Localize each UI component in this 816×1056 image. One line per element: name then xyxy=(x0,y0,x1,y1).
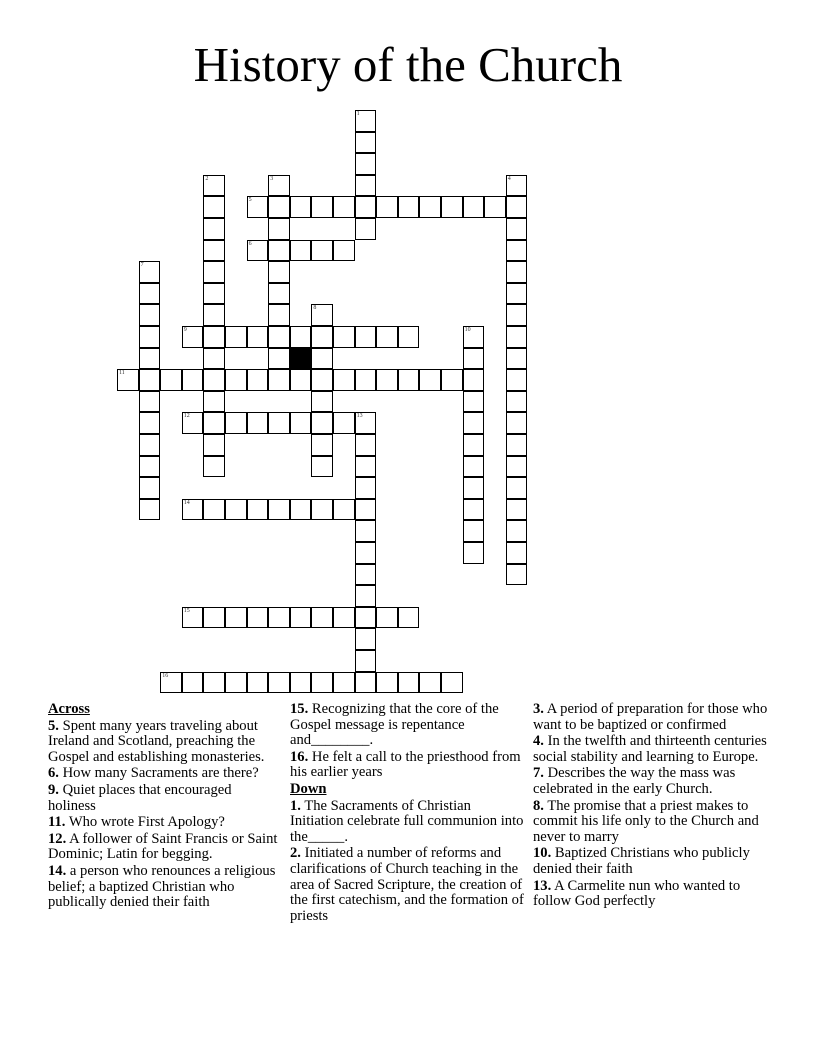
grid-cell[interactable] xyxy=(247,196,269,218)
grid-cell[interactable] xyxy=(355,672,377,694)
grid-cell[interactable] xyxy=(463,477,485,499)
grid-cell[interactable] xyxy=(355,196,377,218)
grid-cell[interactable] xyxy=(398,326,420,348)
grid-cell[interactable] xyxy=(139,391,161,413)
grid-cell[interactable] xyxy=(333,607,355,629)
grid-cell[interactable] xyxy=(333,240,355,262)
grid-cell[interactable] xyxy=(160,369,182,391)
grid-cell[interactable] xyxy=(203,196,225,218)
grid-cell[interactable] xyxy=(139,261,161,283)
grid-cell[interactable] xyxy=(398,672,420,694)
grid-cell[interactable] xyxy=(506,304,528,326)
grid-cell[interactable] xyxy=(506,261,528,283)
grid-cell[interactable] xyxy=(203,672,225,694)
grid-cell[interactable] xyxy=(333,672,355,694)
grid-cell[interactable] xyxy=(268,672,290,694)
grid-cell[interactable] xyxy=(355,564,377,586)
grid-cell[interactable] xyxy=(506,456,528,478)
grid-cell[interactable] xyxy=(398,607,420,629)
grid-cell[interactable] xyxy=(333,499,355,521)
clue-down-2: 2. Initiated a number of reforms and clarifications of Church teaching in the area of Sacred Scripture, the creation of the first catechism, and the formation of priests xyxy=(290,845,524,924)
grid-cell[interactable] xyxy=(419,196,441,218)
grid-cell[interactable] xyxy=(311,456,333,478)
grid-cell[interactable] xyxy=(290,240,312,262)
grid-cell[interactable] xyxy=(290,607,312,629)
clue-across-16: 16. He felt a call to the priesthood from his earlier years xyxy=(290,748,521,781)
grid-cell[interactable] xyxy=(355,607,377,629)
grid-cell[interactable] xyxy=(355,499,377,521)
grid-cell[interactable] xyxy=(506,218,528,240)
grid-cell[interactable] xyxy=(268,607,290,629)
grid-cell[interactable] xyxy=(506,326,528,348)
clue-down-4: 4. In the twelfth and thirteenth centuries social stability and learning to Europe. xyxy=(533,733,767,765)
across-heading: Across xyxy=(48,701,90,717)
grid-cell[interactable] xyxy=(355,153,377,175)
grid-cell[interactable] xyxy=(311,391,333,413)
grid-cell[interactable] xyxy=(463,499,485,521)
grid-cell[interactable] xyxy=(484,196,506,218)
grid-cell[interactable] xyxy=(203,240,225,262)
grid-cell[interactable] xyxy=(311,369,333,391)
grid-cell[interactable] xyxy=(290,369,312,391)
grid-cell[interactable] xyxy=(203,412,225,434)
grid-cell[interactable] xyxy=(355,520,377,542)
grid-cell[interactable] xyxy=(182,412,204,434)
grid-cell[interactable] xyxy=(117,369,139,391)
grid-cell[interactable] xyxy=(139,412,161,434)
grid-cell[interactable] xyxy=(311,434,333,456)
grid-cell[interactable] xyxy=(463,542,485,564)
clue-across-15: 15. Recognizing that the core of the Gospel message is repentance and________. xyxy=(290,701,499,749)
clue-across-14: 14. a person who renounces a religious belief; a baptized Christian who publically denied their faith xyxy=(48,862,276,911)
clue-number: 16 xyxy=(162,672,169,679)
grid-cell[interactable] xyxy=(182,369,204,391)
clue-down-10: 10. Baptized Christians who publicly denied their faith xyxy=(533,845,750,877)
clue-number: 2 xyxy=(205,175,209,182)
grid-cell[interactable] xyxy=(139,456,161,478)
grid-cell[interactable] xyxy=(506,434,528,456)
clue-number: 14 xyxy=(183,499,190,506)
grid-cell[interactable] xyxy=(463,412,485,434)
grid-cell[interactable] xyxy=(311,499,333,521)
grid-cell[interactable] xyxy=(333,412,355,434)
grid-cell[interactable] xyxy=(268,240,290,262)
grid-cell[interactable] xyxy=(268,218,290,240)
grid-cell[interactable] xyxy=(419,369,441,391)
grid-cell[interactable] xyxy=(398,369,420,391)
grid-cell[interactable] xyxy=(463,326,485,348)
grid-cell[interactable] xyxy=(203,391,225,413)
grid-cell[interactable] xyxy=(441,369,463,391)
grid-cell[interactable] xyxy=(247,326,269,348)
grid-cell[interactable] xyxy=(268,326,290,348)
grid-cell[interactable] xyxy=(506,240,528,262)
clue-number: 15 xyxy=(183,607,190,614)
grid-cell[interactable] xyxy=(225,412,247,434)
grid-cell[interactable] xyxy=(268,283,290,305)
grid-cell[interactable] xyxy=(506,391,528,413)
grid-cell[interactable] xyxy=(463,348,485,370)
grid-cell[interactable] xyxy=(139,304,161,326)
grid-cell[interactable] xyxy=(290,672,312,694)
clue-number: 6 xyxy=(248,240,252,247)
grid-cell[interactable] xyxy=(506,564,528,586)
grid-cell[interactable] xyxy=(203,261,225,283)
grid-cell[interactable] xyxy=(506,477,528,499)
grid-cell[interactable] xyxy=(506,283,528,305)
grid-cell[interactable] xyxy=(419,672,441,694)
grid-cell[interactable] xyxy=(355,477,377,499)
grid-cell[interactable] xyxy=(182,672,204,694)
grid-cell[interactable] xyxy=(311,326,333,348)
grid-cell[interactable] xyxy=(333,196,355,218)
grid-cell[interactable] xyxy=(290,326,312,348)
grid-cell[interactable] xyxy=(311,304,333,326)
grid-cell[interactable] xyxy=(506,196,528,218)
clue-down-7: 7. Describes the way the mass was celebrated in the early Church. xyxy=(533,765,736,797)
grid-cell[interactable] xyxy=(311,412,333,434)
grid-cell[interactable] xyxy=(182,499,204,521)
grid-cell[interactable] xyxy=(506,369,528,391)
grid-cell[interactable] xyxy=(268,261,290,283)
clues-column-2 xyxy=(290,702,525,925)
clue-number: 12 xyxy=(183,413,190,420)
grid-cell[interactable] xyxy=(355,585,377,607)
grid-cell[interactable] xyxy=(290,196,312,218)
grid-cell[interactable] xyxy=(268,499,290,521)
clue-number: 1 xyxy=(356,111,360,117)
grid-cell[interactable] xyxy=(203,218,225,240)
grid-cell[interactable] xyxy=(203,607,225,629)
grid-cell[interactable] xyxy=(247,369,269,391)
grid-cell[interactable] xyxy=(203,175,225,197)
grid-cell[interactable] xyxy=(333,369,355,391)
clue-number: 11 xyxy=(119,370,125,377)
grid-cell[interactable] xyxy=(333,326,355,348)
clue-number: 10 xyxy=(464,327,471,333)
grid-cell[interactable] xyxy=(203,326,225,348)
grid-cell[interactable] xyxy=(463,391,485,413)
grid-cell[interactable] xyxy=(441,196,463,218)
grid-cell[interactable] xyxy=(355,175,377,197)
clue-across-5: 5. Spent many years traveling about Ireland and Scotland, preaching the Gospel and establishing monasteries. xyxy=(48,717,265,765)
grid-cell[interactable] xyxy=(290,499,312,521)
clue-down-13: 13. A Carmelite nun who wanted to follow God perfectly xyxy=(533,877,741,910)
crossword-grid xyxy=(117,110,537,710)
page-title: History of the Church xyxy=(193,37,623,92)
grid-cell[interactable] xyxy=(268,175,290,197)
grid-cell[interactable] xyxy=(311,240,333,262)
grid-cell[interactable] xyxy=(160,672,182,694)
grid-cell[interactable] xyxy=(268,369,290,391)
grid-cell[interactable] xyxy=(355,456,377,478)
grid-cell[interactable] xyxy=(247,240,269,262)
grid-cell[interactable] xyxy=(139,326,161,348)
grid-cell[interactable] xyxy=(268,196,290,218)
grid-cell[interactable] xyxy=(463,196,485,218)
grid-cell[interactable] xyxy=(268,304,290,326)
grid-cell[interactable] xyxy=(139,283,161,305)
grid-cell[interactable] xyxy=(139,348,161,370)
clue-number: 3 xyxy=(270,175,274,182)
clue-number: 9 xyxy=(183,327,187,333)
grid-cell[interactable] xyxy=(203,456,225,478)
black-cell xyxy=(290,348,312,370)
grid-cell[interactable] xyxy=(355,132,377,154)
clue-across-12: 12. A follower of Saint Francis or Saint Dominic; Latin for begging. xyxy=(48,830,278,863)
grid-cell[interactable] xyxy=(376,369,398,391)
grid-cell[interactable] xyxy=(506,520,528,542)
grid-cell[interactable] xyxy=(463,434,485,456)
grid-cell[interactable] xyxy=(225,369,247,391)
clue-number: 13 xyxy=(356,413,363,420)
grid-cell[interactable] xyxy=(506,412,528,434)
grid-cell[interactable] xyxy=(203,369,225,391)
grid-cell[interactable] xyxy=(182,326,204,348)
grid-cell[interactable] xyxy=(506,499,528,521)
clue-across-9: 9. Quiet places that encouraged holiness xyxy=(48,781,232,814)
grid-cell[interactable] xyxy=(139,477,161,499)
grid-cell[interactable] xyxy=(225,607,247,629)
clue-number: 4 xyxy=(507,175,511,182)
grid-cell[interactable] xyxy=(506,175,528,197)
clue-down-1: 1. The Sacraments of Christian Initiation celebrate full communion into the_____. xyxy=(290,797,524,845)
grid-cell[interactable] xyxy=(355,110,377,132)
grid-cell[interactable] xyxy=(506,542,528,564)
clue-number: 7 xyxy=(140,262,144,269)
grid-cell[interactable] xyxy=(139,369,161,391)
grid-cell[interactable] xyxy=(355,326,377,348)
grid-cell[interactable] xyxy=(463,456,485,478)
grid-cell[interactable] xyxy=(355,412,377,434)
clue-down-3: 3. A period of preparation for those who want to be baptized or confirmed xyxy=(533,701,768,733)
grid-cell[interactable] xyxy=(247,672,269,694)
clue-across-11: 11. Who wrote First Apology? xyxy=(48,814,225,831)
grid-cell[interactable] xyxy=(311,672,333,694)
grid-cell[interactable] xyxy=(225,326,247,348)
grid-cell[interactable] xyxy=(203,283,225,305)
clues-column-3 xyxy=(533,702,768,911)
grid-cell[interactable] xyxy=(268,412,290,434)
clue-down-8: 8. The promise that a priest makes to commit his life only to the Church and never to marry xyxy=(533,797,759,845)
grid-cell[interactable] xyxy=(182,607,204,629)
grid-cell[interactable] xyxy=(355,542,377,564)
grid-cell[interactable] xyxy=(376,326,398,348)
grid-cell[interactable] xyxy=(203,499,225,521)
grid-cell[interactable] xyxy=(463,369,485,391)
grid-cell[interactable] xyxy=(355,218,377,240)
grid-cell[interactable] xyxy=(268,348,290,370)
clue-number: 8 xyxy=(313,305,317,312)
clue-across-6: 6. How many Sacraments are there? xyxy=(48,765,259,782)
clue-number: 5 xyxy=(248,197,252,204)
grid-cell[interactable] xyxy=(355,650,377,672)
grid-cell[interactable] xyxy=(355,369,377,391)
grid-cell[interactable] xyxy=(225,672,247,694)
grid-cell[interactable] xyxy=(311,607,333,629)
grid-cell[interactable] xyxy=(463,520,485,542)
grid-cell[interactable] xyxy=(398,196,420,218)
grid-cell[interactable] xyxy=(290,412,312,434)
clues-column-1 xyxy=(48,702,283,912)
grid-cell[interactable] xyxy=(225,499,247,521)
grid-cell[interactable] xyxy=(441,672,463,694)
grid-cell[interactable] xyxy=(203,304,225,326)
grid-cell[interactable] xyxy=(355,434,377,456)
grid-cell[interactable] xyxy=(247,412,269,434)
grid-cell[interactable] xyxy=(376,607,398,629)
grid-cell[interactable] xyxy=(311,348,333,370)
grid-cell[interactable] xyxy=(139,499,161,521)
grid-cell[interactable] xyxy=(247,607,269,629)
grid-cell[interactable] xyxy=(139,434,161,456)
grid-cell[interactable] xyxy=(311,196,333,218)
grid-cell[interactable] xyxy=(506,348,528,370)
down-heading: Down xyxy=(290,780,327,797)
grid-cell[interactable] xyxy=(203,434,225,456)
grid-cell[interactable] xyxy=(376,672,398,694)
grid-cell[interactable] xyxy=(247,499,269,521)
grid-cell[interactable] xyxy=(355,628,377,650)
grid-cell[interactable] xyxy=(203,348,225,370)
grid-cell[interactable] xyxy=(376,196,398,218)
